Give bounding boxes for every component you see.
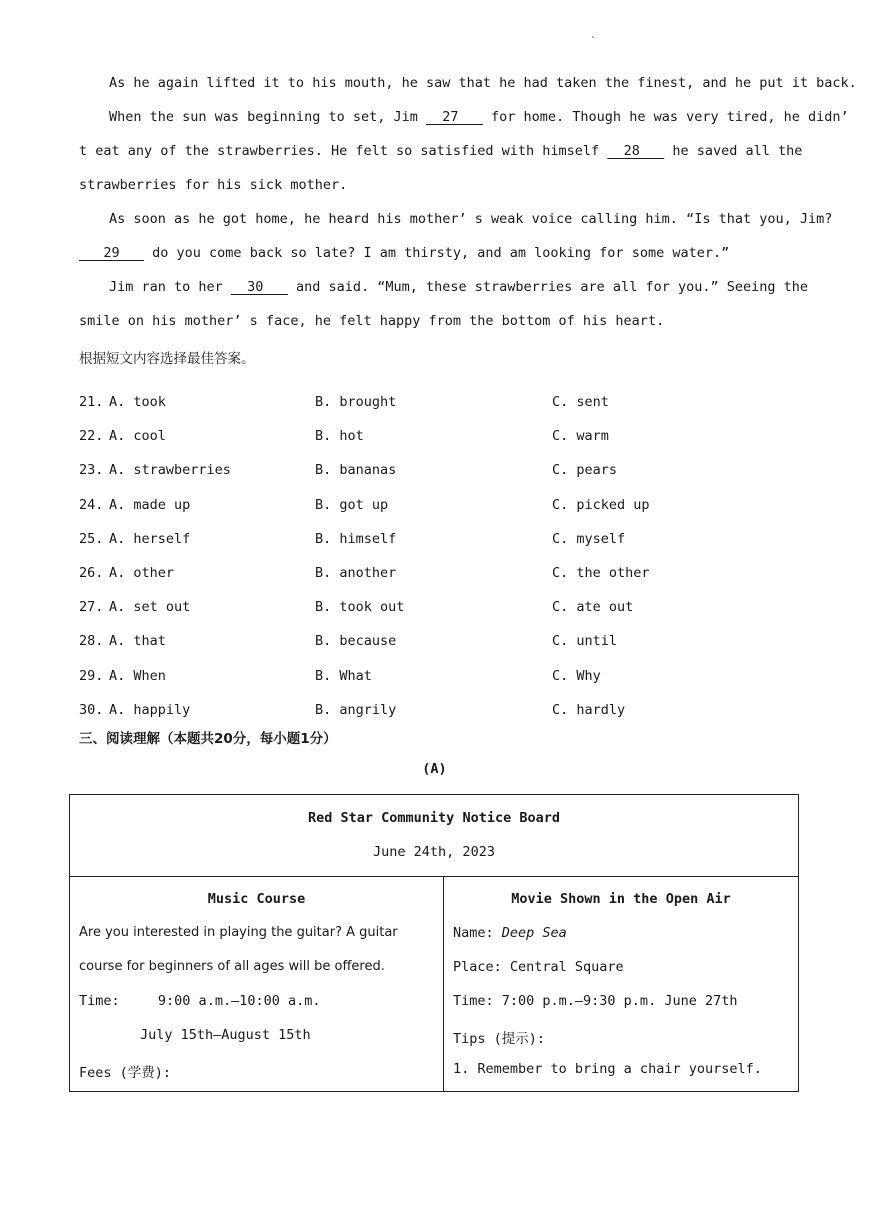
passage-text: he saved all the xyxy=(664,143,803,159)
notice-header xyxy=(70,795,798,877)
question-number: 23. xyxy=(79,462,104,479)
option-row xyxy=(79,693,790,727)
music-desc-line2: course for beginners of all ages will be offered. xyxy=(79,959,385,974)
instruction: 根据短文内容选择最佳答案。 xyxy=(79,351,255,367)
music-date-range: July 15th—August 15th xyxy=(140,1027,311,1043)
option-c: C. Why xyxy=(552,667,601,684)
option-c: C. picked up xyxy=(552,496,650,513)
passage-text: strawberries for his sick mother. xyxy=(79,177,348,193)
option-c: C. ate out xyxy=(552,599,634,616)
option-a: A. other xyxy=(109,564,175,581)
passage-line xyxy=(79,202,833,236)
question-number: 27. xyxy=(79,599,104,616)
option-row xyxy=(79,488,790,522)
option-b: B. angrily xyxy=(315,701,397,718)
answer-blank: 29 xyxy=(79,245,145,261)
passage-text: for home. Though he was very tired, he didn’ xyxy=(482,109,849,125)
movie-name xyxy=(453,925,567,941)
music-course-cell xyxy=(70,877,444,1091)
option-c: C. pears xyxy=(552,462,618,479)
passage-line xyxy=(79,66,857,100)
movie-tip-1: 1. Remember to bring a chair yourself. xyxy=(453,1061,762,1077)
option-b: B. got up xyxy=(315,496,389,513)
passage-line xyxy=(79,100,849,134)
option-c: C. until xyxy=(552,633,618,650)
question-number: 25. xyxy=(79,530,104,547)
option-b: B. because xyxy=(315,633,397,650)
option-row xyxy=(79,590,790,624)
option-b: B. another xyxy=(315,564,397,581)
option-c: C. the other xyxy=(552,564,650,581)
movie-name-label: Name: xyxy=(453,925,502,941)
passage-line xyxy=(79,134,803,168)
music-time-value: 9:00 a.m.—10:00 a.m. xyxy=(157,993,321,1009)
option-a: A. took xyxy=(109,394,166,410)
option-c: C. warm xyxy=(552,428,609,445)
answer-blank: 30 xyxy=(230,279,288,295)
option-row xyxy=(79,624,790,658)
passage-text: As he again lifted it to his mouth, he saw that he had taken the finest, and he put it back. xyxy=(109,75,857,91)
question-number: 21. xyxy=(79,394,104,410)
passage-line xyxy=(79,236,790,270)
part-label: (A) xyxy=(422,761,447,777)
option-a: A. strawberries xyxy=(109,462,231,479)
option-row xyxy=(79,453,790,487)
passage-text: smile on his mother’ s face, he felt happy from the bottom of his heart. xyxy=(79,313,665,329)
option-row xyxy=(79,385,790,419)
passage-line xyxy=(79,304,790,338)
option-c: C. myself xyxy=(552,530,626,547)
answer-blank: 28 xyxy=(607,143,665,159)
option-row xyxy=(79,522,790,556)
option-row xyxy=(79,556,790,590)
option-b: B. What xyxy=(315,667,372,684)
music-time xyxy=(79,993,320,1009)
movie-place: Place: Central Square xyxy=(453,959,624,975)
passage-line xyxy=(79,270,808,304)
option-a: A. happily xyxy=(109,701,191,718)
option-a: A. When xyxy=(109,667,166,684)
passage-line xyxy=(79,168,790,202)
passage-text: When the sun was beginning to set, Jim xyxy=(109,109,426,125)
passage-text: do you come back so late? I am thirsty, and am looking for some water.” xyxy=(144,245,730,261)
music-course-title: Music Course xyxy=(207,891,306,907)
option-b: B. brought xyxy=(315,394,397,410)
music-desc-line1: Are you interested in playing the guitar? A guitar xyxy=(79,925,398,940)
option-a: A. that xyxy=(109,633,166,650)
option-c: C. hardly xyxy=(552,701,626,718)
question-number: 22. xyxy=(79,428,104,445)
music-time-label: Time: xyxy=(79,993,120,1009)
option-b: B. himself xyxy=(315,530,397,547)
option-b: B. bananas xyxy=(315,462,397,479)
option-a: A. made up xyxy=(109,496,191,513)
movie-time: Time: 7:00 p.m.—9:30 p.m. June 27th xyxy=(453,993,738,1009)
header-mark: . xyxy=(590,30,597,41)
option-row xyxy=(79,659,790,693)
option-row xyxy=(79,419,790,453)
question-number: 28. xyxy=(79,633,104,650)
notice-date: June 24th, 2023 xyxy=(373,844,495,860)
question-number: 26. xyxy=(79,564,104,581)
passage-text: As soon as he got home, he heard his mother’ s weak voice calling him. “Is that you, Jim? xyxy=(109,211,833,227)
passage xyxy=(79,66,857,338)
option-a: A. cool xyxy=(109,428,166,445)
notice-board xyxy=(69,794,799,1092)
option-a: A. set out xyxy=(109,599,191,616)
movie-cell xyxy=(444,877,798,1091)
passage-text: t eat any of the strawberries. He felt so satisfied with himself xyxy=(79,143,608,159)
passage-text: and said. “Mum, these strawberries are all for you.” Seeing the xyxy=(287,279,808,295)
answer-blank: 27 xyxy=(425,109,483,125)
movie-name-value: Deep Sea xyxy=(501,925,567,941)
question-number: 24. xyxy=(79,496,104,513)
section-title: 三、阅读理解（本题共20分，每小题1分） xyxy=(79,731,337,747)
option-b: B. hot xyxy=(315,428,364,445)
notice-title: Red Star Community Notice Board xyxy=(308,810,560,826)
music-fees: Fees (学费): xyxy=(79,1065,172,1081)
movie-title: Movie Shown in the Open Air xyxy=(511,891,731,907)
question-number: 29. xyxy=(79,667,104,684)
question-number: 30. xyxy=(79,701,104,718)
options-list xyxy=(79,385,790,727)
movie-tips: Tips (提示): xyxy=(453,1031,546,1047)
option-a: A. herself xyxy=(109,530,191,547)
option-c: C. sent xyxy=(552,394,609,410)
option-b: B. took out xyxy=(315,599,405,616)
passage-text: Jim ran to her xyxy=(109,279,231,295)
